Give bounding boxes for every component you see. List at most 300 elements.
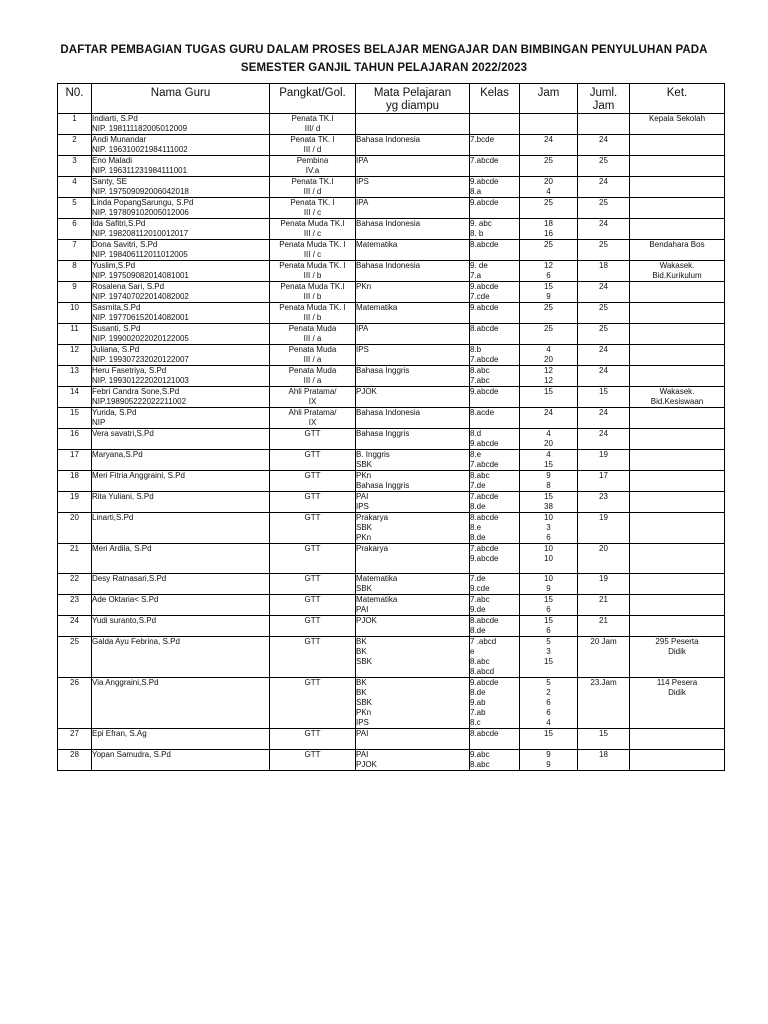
cell-keterangan	[630, 637, 725, 678]
cell-no: 27	[58, 729, 92, 750]
table-row	[58, 637, 725, 678]
cell-kelas-line: 8.abc	[470, 760, 490, 769]
cell-nama-guru	[92, 156, 270, 177]
cell-mata-pelajaran	[356, 513, 470, 544]
cell-nama-guru-line: Desy Ratnasari,S.Pd	[92, 574, 167, 583]
cell-mata-pelajaran-line: BK	[356, 688, 367, 697]
cell-pangkat-line: Penata Muda	[288, 366, 337, 375]
cell-keterangan	[630, 261, 725, 282]
cell-kelas	[470, 261, 520, 282]
cell-nama-guru	[92, 450, 270, 471]
cell-jumlah-jam: 24	[578, 135, 630, 156]
cell-kelas-line: 7 .abcd	[470, 637, 497, 646]
cell-nama-guru-line: NIP. 197706152014082001	[92, 313, 189, 322]
cell-pangkat	[270, 261, 356, 282]
cell-no: 17	[58, 450, 92, 471]
cell-pangkat	[270, 324, 356, 345]
cell-no: 2	[58, 135, 92, 156]
cell-jam	[520, 408, 578, 429]
cell-jam-line: 15	[544, 460, 553, 469]
cell-jam	[520, 678, 578, 729]
cell-mata-pelajaran	[356, 492, 470, 513]
cell-jam-line: 8	[546, 481, 551, 490]
header-mata-pelajaran: Mata Pelajaran yg diampu	[356, 84, 470, 114]
cell-pangkat	[270, 135, 356, 156]
cell-keterangan	[630, 156, 725, 177]
cell-pangkat	[270, 303, 356, 324]
cell-kelas	[470, 678, 520, 729]
cell-mata-pelajaran-line: PAI	[356, 729, 369, 738]
cell-mata-pelajaran-line: Matematika	[356, 595, 398, 604]
cell-kelas	[470, 282, 520, 303]
cell-keterangan	[630, 429, 725, 450]
cell-keterangan	[630, 282, 725, 303]
cell-jumlah-jam	[578, 114, 630, 135]
cell-no: 25	[58, 637, 92, 678]
table-row	[58, 429, 725, 450]
cell-kelas-line: 7.bcde	[470, 135, 495, 144]
cell-nama-guru	[92, 513, 270, 544]
cell-no: 20	[58, 513, 92, 544]
cell-jam	[520, 513, 578, 544]
cell-jam-line: 5	[546, 678, 551, 687]
cell-jam-line: 15	[544, 595, 553, 604]
cell-kelas	[470, 574, 520, 595]
cell-pangkat	[270, 492, 356, 513]
cell-jam-line: 4	[546, 718, 551, 727]
cell-pangkat-line: GTT	[304, 471, 321, 480]
cell-nama-guru-line: Indiarti, S.Pd	[92, 114, 138, 123]
cell-jumlah-jam: 25	[578, 156, 630, 177]
cell-pangkat	[270, 544, 356, 574]
cell-kelas	[470, 637, 520, 678]
cell-keterangan	[630, 240, 725, 261]
cell-mata-pelajaran-line: PKn	[356, 471, 372, 480]
cell-pangkat-line: Penata TK.I	[291, 177, 334, 186]
cell-mata-pelajaran	[356, 156, 470, 177]
cell-keterangan	[630, 513, 725, 544]
cell-pangkat	[270, 366, 356, 387]
cell-pangkat	[270, 408, 356, 429]
table-row	[58, 616, 725, 637]
cell-nama-guru-line: NIP. 198406112011012005	[92, 250, 188, 259]
cell-pangkat-line: Penata Muda	[288, 345, 337, 354]
cell-mata-pelajaran-line: PAI	[356, 492, 369, 501]
cell-jumlah-jam: 20	[578, 544, 630, 574]
cell-mata-pelajaran	[356, 219, 470, 240]
cell-nama-guru-line: Dona Savitri, S.Pd	[92, 240, 158, 249]
header-row	[58, 84, 725, 114]
table-row	[58, 324, 725, 345]
cell-kelas	[470, 345, 520, 366]
cell-pangkat-line: Penata Muda TK.I	[280, 219, 345, 228]
cell-kelas-line: 8.b	[470, 345, 482, 354]
cell-no: 24	[58, 616, 92, 637]
cell-nama-guru-line: Ida Safitri,S.Pd	[92, 219, 146, 228]
cell-pangkat-line: III / a	[303, 376, 322, 385]
cell-nama-guru	[92, 177, 270, 198]
cell-pangkat-line: III / b	[303, 292, 322, 301]
cell-mata-pelajaran	[356, 261, 470, 282]
cell-keterangan-line: Didik	[668, 688, 686, 697]
cell-pangkat	[270, 750, 356, 771]
cell-nama-guru-line: Meri Ardila, S.Pd	[92, 544, 152, 553]
cell-nama-guru-line: Juliana, S.Pd	[92, 345, 140, 354]
cell-kelas	[470, 219, 520, 240]
cell-mata-pelajaran	[356, 387, 470, 408]
cell-nama-guru	[92, 261, 270, 282]
cell-keterangan	[630, 408, 725, 429]
cell-kelas-line: 9.de	[470, 605, 486, 614]
cell-mata-pelajaran-line: SBK	[356, 460, 373, 469]
cell-kelas-line: 7.abcde	[470, 156, 499, 165]
cell-mata-pelajaran	[356, 408, 470, 429]
table-row	[58, 240, 725, 261]
cell-jumlah-jam: 19	[578, 450, 630, 471]
cell-mata-pelajaran	[356, 114, 470, 135]
cell-pangkat-line: III / a	[303, 355, 322, 364]
cell-jam	[520, 198, 578, 219]
cell-kelas-line: 7.de	[470, 574, 486, 583]
cell-nama-guru-line: NIP. 197509082014081001	[92, 271, 189, 280]
cell-no: 19	[58, 492, 92, 513]
cell-pangkat-line: Ahli Pratama/	[288, 408, 337, 417]
cell-pangkat	[270, 240, 356, 261]
header-nama-guru: Nama Guru	[92, 84, 270, 114]
cell-keterangan	[630, 729, 725, 750]
cell-nama-guru	[92, 729, 270, 750]
cell-kelas-line: 7.abcde	[470, 492, 499, 501]
cell-keterangan-line: 114 Pesera	[656, 678, 698, 687]
header-jumlah-jam: Juml. Jam	[578, 84, 630, 114]
cell-kelas	[470, 387, 520, 408]
cell-nama-guru	[92, 282, 270, 303]
cell-jam-line: 4	[546, 429, 551, 438]
cell-nama-guru-line: NIP.198905222022211002	[92, 397, 187, 406]
cell-jumlah-jam: 19	[578, 574, 630, 595]
cell-mata-pelajaran-line: Bahasa Inggris	[356, 481, 410, 490]
cell-mata-pelajaran-line: Prakarya	[356, 513, 389, 522]
cell-kelas	[470, 324, 520, 345]
cell-jumlah-jam: 24	[578, 429, 630, 450]
cell-jumlah-jam: 25	[578, 303, 630, 324]
cell-nama-guru-line: Linda PopangSarungu, S.Pd	[92, 198, 194, 207]
cell-pangkat-line: Ahli Pratama/	[288, 387, 337, 396]
cell-pangkat-line: Penata Muda TK. I	[279, 261, 346, 270]
cell-nama-guru-line: Yuslim,S.Pd	[92, 261, 136, 270]
cell-jam	[520, 135, 578, 156]
table-row	[58, 750, 725, 771]
cell-jam-line: 24	[544, 135, 553, 144]
cell-kelas	[470, 156, 520, 177]
cell-jam-line: 20	[544, 355, 553, 364]
cell-keterangan	[630, 324, 725, 345]
cell-pangkat	[270, 345, 356, 366]
cell-nama-guru-line: NIP. 196311231984111001	[92, 166, 188, 175]
cell-jam-line: 6	[546, 698, 551, 707]
cell-kelas-line: 8.de	[470, 502, 486, 511]
cell-keterangan	[630, 177, 725, 198]
cell-mata-pelajaran	[356, 345, 470, 366]
cell-no: 9	[58, 282, 92, 303]
cell-kelas	[470, 471, 520, 492]
cell-kelas-line: 8. b	[470, 229, 484, 238]
cell-mata-pelajaran-line: SBK	[356, 657, 373, 666]
cell-kelas-line: 8.de	[470, 533, 486, 542]
cell-pangkat	[270, 177, 356, 198]
cell-jam	[520, 492, 578, 513]
cell-nama-guru	[92, 637, 270, 678]
cell-pangkat	[270, 678, 356, 729]
teacher-assignment-table	[57, 83, 725, 771]
cell-jam-line: 15	[544, 492, 553, 501]
cell-jam-line: 15	[544, 387, 553, 396]
cell-nama-guru-line: Linarti,S.Pd	[92, 513, 134, 522]
cell-mata-pelajaran	[356, 240, 470, 261]
cell-kelas	[470, 616, 520, 637]
cell-kelas	[470, 198, 520, 219]
cell-kelas-line: 8.c	[470, 718, 481, 727]
cell-kelas-line: 8.abc	[470, 471, 490, 480]
cell-jam	[520, 471, 578, 492]
cell-jumlah-jam: 20 Jam	[578, 637, 630, 678]
cell-keterangan	[630, 574, 725, 595]
cell-mata-pelajaran-line: Bahasa Indonesia	[356, 261, 421, 270]
cell-jam	[520, 240, 578, 261]
cell-keterangan	[630, 198, 725, 219]
cell-keterangan	[630, 492, 725, 513]
table-row	[58, 261, 725, 282]
cell-jam-line: 20	[544, 439, 553, 448]
cell-mata-pelajaran-line: PJOK	[356, 616, 377, 625]
table-row	[58, 678, 725, 729]
table-row	[58, 595, 725, 616]
cell-no: 6	[58, 219, 92, 240]
cell-no: 14	[58, 387, 92, 408]
cell-pangkat-line: III/ d	[304, 124, 321, 133]
cell-jam	[520, 324, 578, 345]
cell-jam	[520, 616, 578, 637]
cell-jam-line: 4	[546, 345, 551, 354]
cell-no: 1	[58, 114, 92, 135]
table-row	[58, 450, 725, 471]
cell-mata-pelajaran-line: BK	[356, 678, 367, 687]
cell-no: 21	[58, 544, 92, 574]
cell-mata-pelajaran-line: Bahasa Indonesia	[356, 219, 421, 228]
cell-kelas-line: 8.abcd	[470, 667, 495, 676]
cell-jam-line: 10	[544, 554, 553, 563]
title-line-2: SEMESTER GANJIL TAHUN PELAJARAN 2022/2023	[240, 62, 528, 74]
cell-jam-line: 6	[546, 708, 551, 717]
table-row	[58, 366, 725, 387]
cell-nama-guru	[92, 219, 270, 240]
cell-pangkat	[270, 387, 356, 408]
cell-nama-guru-line: NIP. 198208112010012017	[92, 229, 189, 238]
cell-nama-guru-line: NIP. 199301222020121003	[92, 376, 189, 385]
cell-pangkat	[270, 429, 356, 450]
cell-pangkat-line: GTT	[304, 574, 321, 583]
cell-mata-pelajaran	[356, 544, 470, 574]
cell-pangkat-line: Penata Muda	[288, 324, 337, 333]
cell-nama-guru-line: Heru Fasetriya, S.Pd	[92, 366, 167, 375]
cell-kelas-line: 9.abcde	[470, 554, 499, 563]
cell-kelas-line: 7.ab	[470, 708, 486, 717]
cell-nama-guru	[92, 471, 270, 492]
cell-jam-line: 10	[544, 544, 553, 553]
cell-mata-pelajaran-line: Matematika	[356, 574, 398, 583]
cell-kelas-line: 9.abc	[470, 750, 490, 759]
cell-mata-pelajaran	[356, 574, 470, 595]
cell-no: 3	[58, 156, 92, 177]
cell-mata-pelajaran	[356, 637, 470, 678]
cell-pangkat-line: III / d	[303, 187, 322, 196]
cell-mata-pelajaran-line: Matematika	[356, 303, 398, 312]
cell-kelas-line: 9.abcde	[470, 198, 499, 207]
cell-keterangan	[630, 544, 725, 574]
cell-mata-pelajaran-line: Bahasa Inggris	[356, 366, 410, 375]
cell-nama-guru-line: Susanti, S.Pd	[92, 324, 141, 333]
cell-mata-pelajaran	[356, 678, 470, 729]
cell-mata-pelajaran-line: SBK	[356, 523, 373, 532]
cell-jumlah-jam: 24	[578, 366, 630, 387]
cell-jam-line: 6	[546, 533, 551, 542]
cell-nama-guru	[92, 544, 270, 574]
cell-pangkat-line: GTT	[304, 729, 321, 738]
cell-keterangan	[630, 750, 725, 771]
cell-jam-line: 10	[544, 513, 553, 522]
cell-no: 5	[58, 198, 92, 219]
cell-pangkat-line: III / d	[303, 145, 322, 154]
cell-pangkat-line: IX	[308, 397, 317, 406]
cell-jam-line: 4	[546, 187, 551, 196]
cell-nama-guru	[92, 750, 270, 771]
cell-mata-pelajaran	[356, 198, 470, 219]
cell-pangkat-line: III / c	[303, 250, 322, 259]
cell-kelas	[470, 366, 520, 387]
cell-jam-line: 12	[544, 261, 553, 270]
cell-no: 23	[58, 595, 92, 616]
cell-jam	[520, 261, 578, 282]
cell-kelas	[470, 177, 520, 198]
cell-nama-guru-line: NIP. 197809102005012006	[92, 208, 189, 217]
cell-jumlah-jam: 15	[578, 387, 630, 408]
cell-kelas-line: 8.abc	[470, 657, 490, 666]
cell-kelas-line: 9.ab	[470, 698, 486, 707]
cell-kelas-line: 9.cde	[470, 584, 490, 593]
cell-jumlah-jam: 23.Jam	[578, 678, 630, 729]
cell-pangkat	[270, 156, 356, 177]
cell-jam-line: 6	[546, 271, 551, 280]
cell-nama-guru	[92, 240, 270, 261]
cell-kelas-line: 8.a	[470, 187, 482, 196]
cell-keterangan	[630, 345, 725, 366]
cell-keterangan-line: Kepala Sekolah	[648, 114, 706, 123]
cell-pangkat	[270, 198, 356, 219]
cell-kelas-line: 9.abcde	[470, 439, 499, 448]
cell-nama-guru-line: NIP. 197509092006042018	[92, 187, 189, 196]
cell-nama-guru	[92, 492, 270, 513]
cell-nama-guru-line: NIP. 197407022014082002	[92, 292, 189, 301]
table-row	[58, 544, 725, 574]
cell-pangkat-line: GTT	[304, 616, 321, 625]
cell-pangkat	[270, 637, 356, 678]
cell-mata-pelajaran-line: IPA	[356, 324, 369, 333]
cell-nama-guru-line: Eno Maladi	[92, 156, 133, 165]
cell-nama-guru-line: Via Anggraini,S.Pd	[92, 678, 159, 687]
cell-kelas-line: 8.d	[470, 429, 482, 438]
cell-jumlah-jam: 17	[578, 471, 630, 492]
cell-nama-guru	[92, 574, 270, 595]
cell-mata-pelajaran	[356, 595, 470, 616]
table-row	[58, 156, 725, 177]
cell-pangkat-line: GTT	[304, 544, 321, 553]
cell-keterangan-line: Wakasek.	[659, 261, 695, 270]
cell-nama-guru-line: NIP. 196310021984111002	[92, 145, 188, 154]
cell-pangkat	[270, 616, 356, 637]
table-row	[58, 114, 725, 135]
cell-jam-line: 6	[546, 626, 551, 635]
cell-mata-pelajaran-line: Matematika	[356, 240, 398, 249]
cell-jam-line: 24	[544, 408, 553, 417]
cell-jam-line: 15	[544, 282, 553, 291]
cell-jumlah-jam: 21	[578, 595, 630, 616]
cell-pangkat	[270, 729, 356, 750]
cell-kelas-line: 7.de	[470, 481, 486, 490]
cell-keterangan-line: Wakasek.	[659, 387, 695, 396]
cell-pangkat-line: Penata Muda TK.I	[280, 282, 345, 291]
cell-pangkat-line: III / c	[303, 208, 322, 217]
cell-pangkat-line: Penata TK. I	[290, 135, 335, 144]
table-row	[58, 198, 725, 219]
cell-pangkat-line: Penata Muda TK. I	[279, 303, 346, 312]
cell-no: 12	[58, 345, 92, 366]
cell-jam-line: 25	[544, 324, 553, 333]
cell-keterangan	[630, 450, 725, 471]
cell-jumlah-jam: 18	[578, 750, 630, 771]
cell-jam-line: 2	[546, 688, 551, 697]
cell-mata-pelajaran	[356, 135, 470, 156]
cell-pangkat	[270, 450, 356, 471]
header-kelas: Kelas	[470, 84, 520, 114]
cell-pangkat-line: III / c	[303, 229, 322, 238]
cell-pangkat-line: III / a	[303, 334, 322, 343]
cell-keterangan-line: Didik	[668, 647, 686, 656]
cell-mata-pelajaran-line: PAI	[356, 750, 369, 759]
cell-jam-line: 10	[544, 574, 553, 583]
cell-kelas	[470, 303, 520, 324]
cell-jam	[520, 114, 578, 135]
cell-mata-pelajaran-line: PKn	[356, 708, 372, 717]
cell-nama-guru-line: Maryana,S.Pd	[92, 450, 143, 459]
cell-jam-line: 25	[544, 303, 553, 312]
cell-pangkat	[270, 219, 356, 240]
cell-keterangan-line: Bendahara Bos	[649, 240, 705, 249]
cell-kelas	[470, 513, 520, 544]
cell-jam	[520, 637, 578, 678]
cell-jam-line: 16	[544, 229, 553, 238]
cell-jumlah-jam: 15	[578, 729, 630, 750]
cell-kelas	[470, 408, 520, 429]
cell-jam-line: 4	[546, 450, 551, 459]
cell-kelas-line: 9.abcde	[470, 177, 499, 186]
header-keterangan: Ket.	[630, 84, 725, 114]
header-jam: Jam	[520, 84, 578, 114]
cell-nama-guru-line: Febri Candra Sone,S.Pd	[92, 387, 180, 396]
cell-jam	[520, 574, 578, 595]
cell-no: 4	[58, 177, 92, 198]
cell-nama-guru-line: Rosalena Sari, S.Pd	[92, 282, 165, 291]
cell-jam-line: 3	[546, 523, 551, 532]
